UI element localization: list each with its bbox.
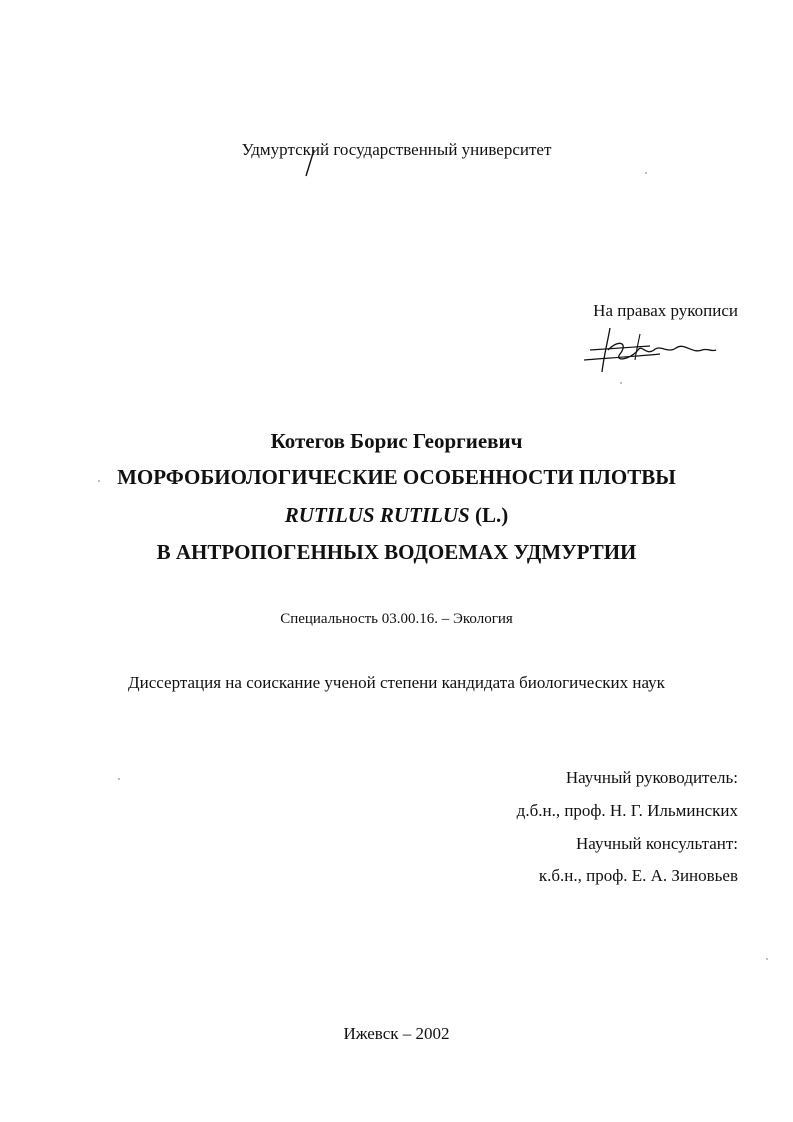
scan-speck [645, 172, 647, 174]
author-name: Котегов Борис Георгиевич [270, 429, 523, 453]
species-latin-name: RUTILUS RUTILUS [284, 503, 470, 527]
scan-speck [766, 958, 768, 960]
scientific-consultant-label: Научный консультант: [576, 834, 738, 853]
scientific-consultant-name: к.б.н., проф. Е. А. Зиновьев [538, 866, 738, 885]
species-author-abbrev: (L.) [469, 503, 509, 527]
degree-statement: Диссертация на соискание ученой степени кандидата биологических наук [128, 673, 665, 692]
rights-note: На правах рукописи [593, 301, 738, 320]
dissertation-title-line-3: В АНТРОПОГЕННЫХ ВОДОЕМАХ УДМУРТИИ [156, 540, 637, 564]
scientific-advisor-label: Научный руководитель: [565, 768, 738, 787]
dissertation-title-line-2 [0, 503, 793, 528]
city-year: Ижевск – 2002 [343, 1024, 450, 1043]
scan-speck [620, 382, 622, 384]
specialty-code: Специальность 03.00.16. – Экология [280, 611, 513, 627]
dissertation-title-line-1: МОРФОБИОЛОГИЧЕСКИЕ ОСОБЕННОСТИ ПЛОТВЫ [117, 465, 676, 489]
author-signature [580, 320, 720, 380]
scan-speck [98, 480, 100, 482]
pen-stroke-mark [300, 148, 320, 178]
scan-speck [118, 778, 120, 780]
university-name: Удмуртский государственный университет [241, 140, 552, 159]
scientific-advisor-name: д.б.н., проф. Н. Г. Ильминских [516, 801, 738, 820]
